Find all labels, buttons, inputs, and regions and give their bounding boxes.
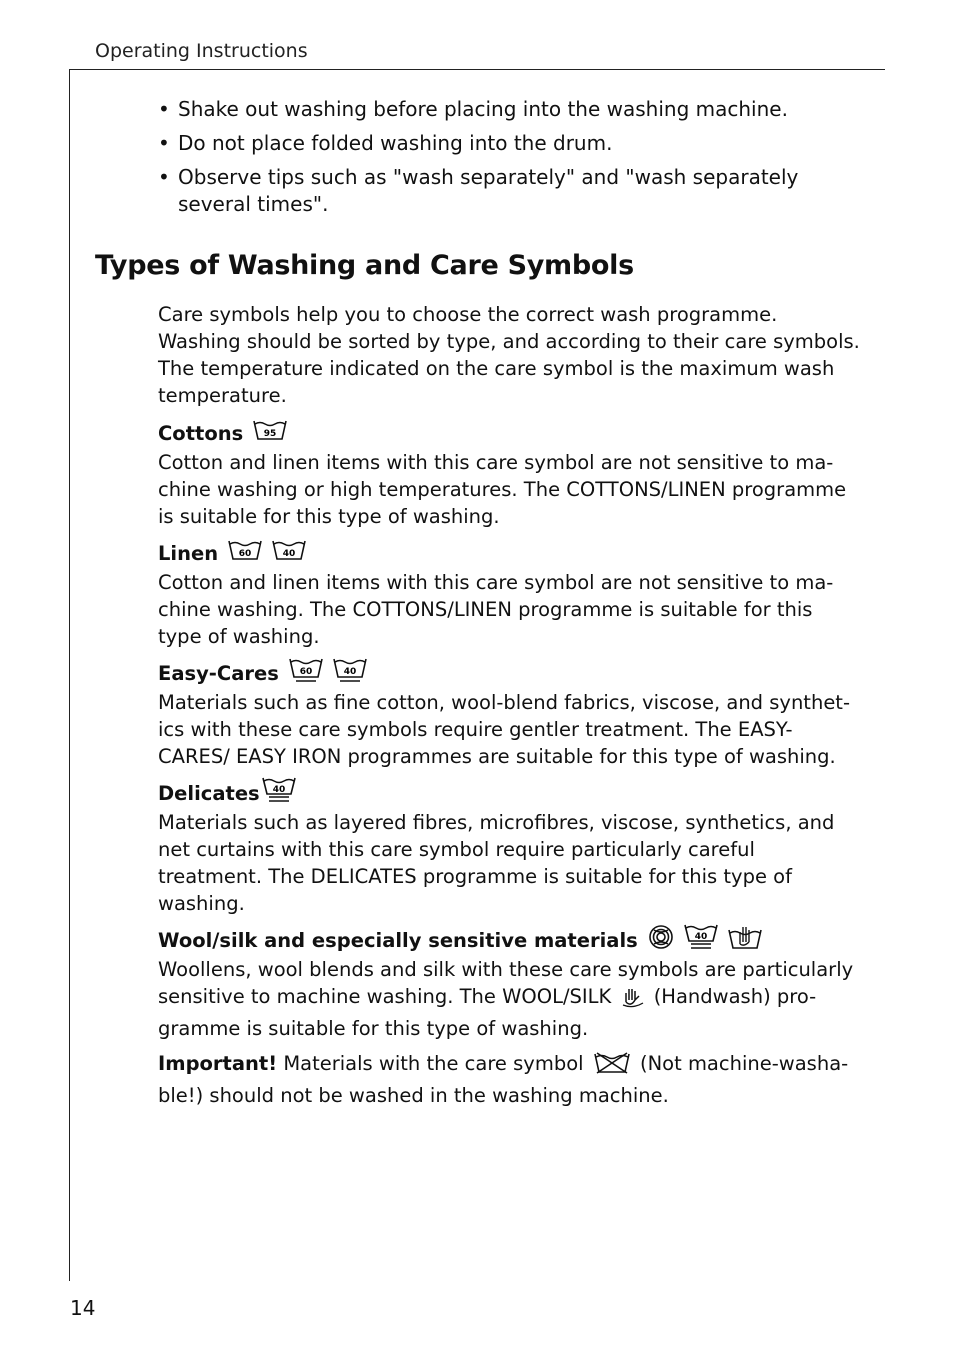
category-text: Woollens, wool blends and silk with these care symbols are particularly sensitive to machine washing. The WOOL/SILK (Handwash) pro-gramme is suitable for this type of washing. [158, 958, 854, 1040]
svg-text:95: 95 [263, 429, 277, 439]
svg-text:40: 40 [694, 932, 707, 942]
category-cottons [158, 418, 862, 530]
svg-text:60: 60 [238, 549, 252, 559]
category-text: Materials such as fine cotton, wool-blend fabrics, viscose, and synthet-ics with these care symbols require gentler treatment. The EASY-CARES/ EASY IRON programmes are suitable for this type of washing. [158, 691, 850, 768]
category-title: Delicates [158, 782, 260, 805]
running-header: Operating Instructions [95, 40, 308, 62]
do-not-wash-icon [594, 1051, 630, 1082]
care-symbols-content [158, 301, 862, 1116]
category-title: Linen [158, 542, 219, 565]
section-heading: Types of Washing and Care Symbols [95, 250, 634, 281]
hand-wash-icon [622, 986, 644, 1015]
wash-60-icon [228, 539, 262, 568]
svg-text:40: 40 [272, 785, 285, 795]
wash-40-delicate-icon [684, 923, 718, 958]
category-title: Easy-Cares [158, 662, 279, 685]
category-linen [158, 538, 862, 650]
category-easycares [158, 658, 862, 770]
tips-list [158, 96, 858, 225]
category-title: Wool/silk and especially sensitive materials [158, 929, 638, 952]
list-item: • Shake out washing before placing into the washing machine. [158, 97, 788, 121]
category-text: Cotton and linen items with this care symbol are not sensitive to ma-chine washing. The COTTONS/LINEN programme is suitable for this type of washing. [158, 571, 834, 648]
wash-40-gentle-icon [333, 657, 367, 690]
important-note: Important! Materials with the care symbol (Not machine-washa-ble!) should not be washed in the washing machine. [158, 1052, 849, 1107]
page-number: 14 [70, 1296, 96, 1320]
margin-rule [69, 69, 70, 1281]
svg-text:40: 40 [343, 667, 357, 677]
category-title: Cottons [158, 422, 244, 445]
svg-text:60: 60 [299, 667, 313, 677]
list-item: • Observe tips such as "wash separately" and "wash separately several times". [158, 165, 799, 216]
wash-40-delicate-icon [262, 776, 296, 811]
wool-mark-icon [648, 924, 674, 957]
hand-wash-icon [728, 924, 762, 957]
category-text: Materials such as layered fibres, microfibres, viscose, synthetics, and net curtains with this care symbol require particularly careful treatment. The DELICATES programme is suitable for this type of washing. [158, 811, 835, 915]
category-delicates [158, 778, 862, 917]
list-item: • Do not place folded washing into the drum. [158, 131, 613, 155]
intro-paragraph: Care symbols help you to choose the correct wash programme. Washing should be sorted by type, and according to their care symbols. The temperature indicated on the care symbol is the maximum wash temperature. [158, 303, 860, 407]
category-text: Cotton and linen items with this care symbol are not sensitive to ma-chine washing or high temperatures. The COTTONS/LINEN programme is suitable for this type of washing. [158, 451, 847, 528]
header-rule [69, 69, 885, 70]
wash-95-icon [253, 419, 287, 448]
wash-60-gentle-icon [289, 657, 323, 690]
category-wool-silk [158, 925, 862, 1042]
svg-text:40: 40 [282, 549, 296, 559]
wash-40-icon [272, 539, 306, 568]
